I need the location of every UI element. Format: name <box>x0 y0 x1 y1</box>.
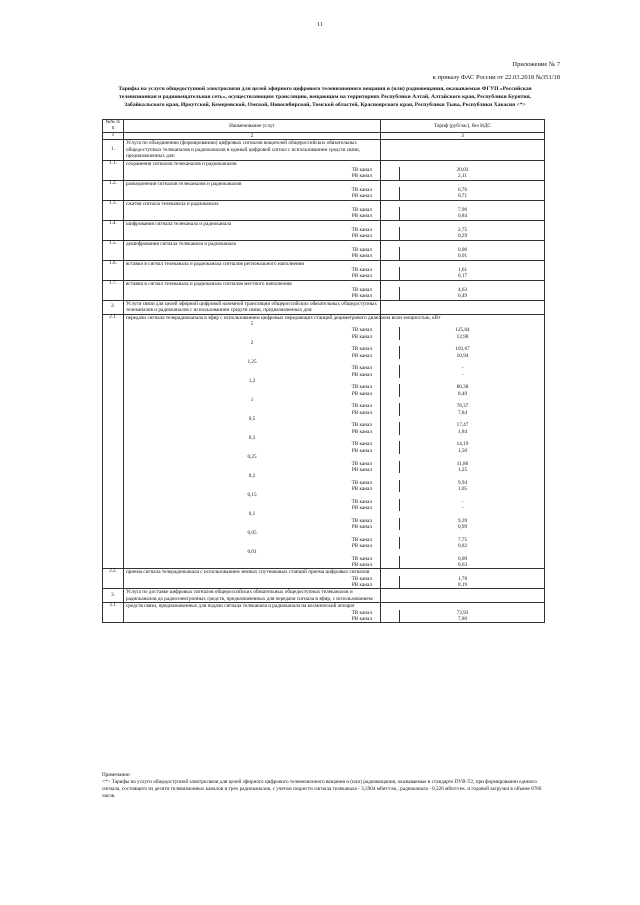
column-number-3: 3 <box>381 133 545 140</box>
table-row <box>103 240 545 247</box>
tariff-value: 0,63 <box>457 562 468 568</box>
table-row <box>103 160 545 167</box>
row-tariff <box>381 140 545 160</box>
value-separator <box>399 273 400 279</box>
row-service: РВ канал <box>124 293 381 300</box>
row-number: 1.3. <box>103 200 124 207</box>
tariff-value: 14,19 <box>456 441 469 448</box>
table-row <box>103 293 545 300</box>
row-service: 5 <box>124 321 381 327</box>
tariff-value: 7,96 <box>457 206 468 213</box>
row-tariff <box>381 562 545 569</box>
row-service: 1,2 <box>124 378 381 384</box>
row-service: РВ канал <box>124 334 381 340</box>
tariff-value: 0,71 <box>457 193 468 200</box>
tariff-value: 0,17 <box>457 273 468 280</box>
row-service: ТВ канал <box>124 267 381 273</box>
column-number-1: 1 <box>103 133 124 140</box>
row-number: 2.2. <box>103 569 124 576</box>
row-service: ТВ канал <box>124 227 381 233</box>
row-service: ТВ канал <box>124 187 381 193</box>
value-separator <box>399 253 400 259</box>
table-row <box>103 180 545 187</box>
table-row <box>103 193 545 200</box>
row-service: Услуги связи для целей эфирной цифровой наземной трансляции общероссийских обязательных общедоступных телеканалов и радиоканалов с использованием средств связи, предназначенных для: <box>124 300 381 314</box>
row-number: 1.4. <box>103 220 124 227</box>
tariff-value: 11,80 <box>456 460 469 467</box>
tariff-value: 103,67 <box>455 346 470 353</box>
row-tariff <box>381 233 545 240</box>
row-tariff <box>381 200 545 207</box>
row-tariff <box>381 260 545 267</box>
value-separator <box>399 173 400 179</box>
row-service: ТВ канал <box>124 518 381 524</box>
row-number: 1.7. <box>103 280 124 287</box>
document-title: Тарифы на услуги общедоступной электросвязи для целей эфирного цифрового телевизионного вещания и (или) радиовещания, оказываемые ФГУП «Российская телевизионная и радиовещательная сеть», осуществляющим трансляцию, вещающим на территориях Республики Алтай, Алтайского края, Республики Бурятия, Забайкальского края, Иркутской, Кемеровской, Омской, Новосибирской, Томской областей, Красноярского края, Республики Тыва, Республики Хакасия <*> <box>118 86 532 108</box>
row-service: вставки в сигнал телеканала и радиоканала сигналов местного наполнения <box>124 280 381 287</box>
row-number: 1.1. <box>103 160 124 167</box>
row-number <box>103 562 124 569</box>
row-service: 0,3 <box>124 435 381 441</box>
tariff-value: 1,05 <box>457 485 468 492</box>
tariff-value: 9,39 <box>457 517 468 524</box>
value-separator <box>399 562 400 568</box>
value-separator <box>399 213 400 219</box>
tariff-value: 17,47 <box>456 422 469 429</box>
tariff-value: 0,01 <box>457 253 468 260</box>
row-service: РВ канал <box>124 213 381 220</box>
tariff-value: 1,84 <box>457 428 468 435</box>
table-row <box>103 260 545 267</box>
table-row <box>103 220 545 227</box>
tariff-value: 73,93 <box>456 609 469 616</box>
row-service: 0,2 <box>124 473 381 479</box>
row-service: ТВ канал <box>124 365 381 371</box>
row-number: 1. <box>103 140 124 160</box>
tariff-value: 125,04 <box>455 327 470 334</box>
row-tariff <box>381 280 545 287</box>
row-service: ТВ канал <box>124 537 381 543</box>
row-service: ТВ канал <box>124 480 381 486</box>
row-tariff <box>381 293 545 300</box>
row-service: РВ канал <box>124 372 381 378</box>
row-tariff <box>381 314 545 321</box>
row-service: ТВ канал <box>124 556 381 562</box>
row-service: ТВ канал <box>124 346 381 352</box>
row-number <box>103 233 124 240</box>
tariff-value: 7,80 <box>457 615 468 622</box>
row-tariff <box>381 213 545 220</box>
tariff-value: 78,37 <box>456 403 469 410</box>
row-service: ТВ канал <box>124 499 381 505</box>
note-title: Примечание: <box>102 772 131 778</box>
row-number: 2.1. <box>103 314 124 321</box>
row-service: шифрования сигнала телеканала и радиоканала <box>124 220 381 227</box>
tariff-value: - <box>461 498 464 505</box>
header-number: №№ п/п <box>103 120 124 133</box>
header-tariff: Тариф (руб/час), без НДС <box>381 120 545 133</box>
table-row <box>103 173 545 180</box>
row-service: ТВ канал <box>124 247 381 253</box>
row-number: 1.6. <box>103 260 124 267</box>
row-service: РВ канал <box>124 410 381 416</box>
row-service: ТВ канал <box>124 287 381 293</box>
row-service: разъединения сигналов телеканалов и радиоканалов <box>124 180 381 187</box>
row-service: РВ канал <box>124 582 381 589</box>
table-row <box>103 589 545 603</box>
table-row <box>103 300 545 314</box>
table-row <box>103 314 545 321</box>
table-row <box>103 213 545 220</box>
row-tariff <box>381 173 545 180</box>
row-tariff <box>381 589 545 603</box>
row-service: 1 <box>124 397 381 403</box>
row-service: приема сигнала телерадиоканала с использованием земных спутниковых станций приема цифровых сигналов <box>124 569 381 576</box>
tariff-value: 0,99 <box>457 523 468 530</box>
table-row <box>103 582 545 589</box>
row-service: 0,01 <box>124 549 381 555</box>
value-separator <box>399 233 400 239</box>
appendix-title: Приложение № 7 <box>512 61 560 68</box>
row-service: РВ канал <box>124 273 381 280</box>
row-service: РВ канал <box>124 505 381 511</box>
tariff-value: - <box>461 371 464 378</box>
table-row <box>103 253 545 260</box>
row-number <box>103 582 124 589</box>
row-tariff <box>381 616 545 623</box>
table-row <box>103 140 545 160</box>
row-number: 3. <box>103 589 124 603</box>
row-number <box>103 293 124 300</box>
tariff-value: 9,94 <box>457 479 468 486</box>
row-service: 0,1 <box>124 511 381 517</box>
tariff-value: 20,03 <box>456 166 469 173</box>
note-text: <*> Тарифы на услуги общедоступной электросвязи для целей эфирного цифрового телевизионного вещания и (или) радиовещания, оказываемые в стандарте DVB-T2, при формировании единого сигнала, состоящего из десяти телевизионных каналов и трех радиоканалов, с учетом скорости сигнала телеканала - 3,5904 мбит/сек., радиоканала - 0,326 мбит/сек. и годовой загрузки в объеме 8760 часов. <box>102 779 542 799</box>
tariff-value: 1,25 <box>457 466 468 473</box>
tariff-value: 0,82 <box>457 542 468 549</box>
table-header-row <box>103 120 545 133</box>
row-service: вставки в сигнал телеканала и радиоканала сигналов регионального наполнения <box>124 260 381 267</box>
row-tariff <box>381 240 545 247</box>
row-tariff <box>381 193 545 200</box>
row-tariff <box>381 220 545 227</box>
tariff-value: 0,06 <box>457 247 468 254</box>
row-number <box>103 273 124 280</box>
table-row <box>103 233 545 240</box>
row-service: 0,5 <box>124 416 381 422</box>
row-service: Услуга по доставке цифровых сигналов общероссийских обязательных общедоступных телеканалов и радиоканалов до радиоэлектронных средств, предназначенных для передачи сигнала в эфир, с использованием: <box>124 589 381 603</box>
row-service: РВ канал <box>124 562 381 569</box>
row-service: сохранения сигналов телеканалов и радиоканалов <box>124 160 381 167</box>
row-service: сжатия сигнала телеканала и радиоканала <box>124 200 381 207</box>
row-service: Услуга по объединению (формированию) цифровых сигналов вещателей общероссийских обязательных общедоступных телеканалов и радиоканалов в единый цифровой сигнал с использованием средств связи, предназначенных для: <box>124 140 381 160</box>
row-number: 1.2. <box>103 180 124 187</box>
value-separator <box>399 616 400 622</box>
tariff-value: 6,76 <box>457 186 468 193</box>
tariff-value: 8,49 <box>457 390 468 397</box>
row-service: 0,15 <box>124 492 381 498</box>
row-number: 3.1. <box>103 603 124 610</box>
table-column-numbers <box>103 133 545 140</box>
row-tariff <box>381 273 545 280</box>
row-service: РВ канал <box>124 391 381 397</box>
row-number <box>103 193 124 200</box>
row-service: РВ канал <box>124 467 381 473</box>
row-tariff <box>381 160 545 167</box>
row-service: ТВ канал <box>124 207 381 213</box>
row-tariff <box>381 180 545 187</box>
table-row <box>103 569 545 576</box>
row-service: РВ канал <box>124 524 381 530</box>
row-service: ТВ канал <box>124 610 381 616</box>
row-service: РВ канал <box>124 543 381 549</box>
tariff-value: - <box>461 504 464 511</box>
row-number: 1.5. <box>103 240 124 247</box>
row-service: средств связи, предназначенных для подачи сигнала телеканала и радиоканала на космический аппарат <box>124 603 381 610</box>
row-service: ТВ канал <box>124 403 381 409</box>
row-service: 1,25 <box>124 359 381 365</box>
tariff-value: - <box>461 365 464 372</box>
row-service: ТВ канал <box>124 576 381 582</box>
row-service: 0,25 <box>124 454 381 460</box>
value-separator <box>399 193 400 199</box>
tariff-value: 12,98 <box>456 333 469 340</box>
tariff-value: 0,49 <box>457 293 468 300</box>
row-tariff <box>381 603 545 610</box>
table-row <box>103 603 545 610</box>
row-service: РВ канал <box>124 486 381 492</box>
row-number <box>103 173 124 180</box>
row-tariff <box>381 300 545 314</box>
tariff-value: 2,11 <box>458 173 467 180</box>
value-separator <box>399 293 400 299</box>
tariff-value: 2,75 <box>457 227 468 233</box>
tariff-value: 0,84 <box>457 213 468 220</box>
row-service: РВ канал <box>124 193 381 200</box>
row-service: ТВ канал <box>124 327 381 333</box>
tariff-value: 1,78 <box>457 575 468 582</box>
row-service: РВ канал <box>124 616 381 623</box>
row-service: ТВ канал <box>124 441 381 447</box>
tariff-value: 80,38 <box>456 384 469 391</box>
row-tariff <box>381 569 545 576</box>
page-number: 11 <box>317 22 323 28</box>
row-service: передачи сигнала телерадиоканала в эфир с использованием цифровых передающих станций дециметрового диапазона волн мощностью, кВт <box>124 314 381 321</box>
tariff-value: 4,63 <box>457 287 468 294</box>
tariff-table <box>102 119 545 623</box>
row-tariff <box>381 582 545 589</box>
row-number <box>103 616 124 623</box>
row-service: ТВ канал <box>124 461 381 467</box>
table-row <box>103 273 545 280</box>
note <box>102 772 550 800</box>
row-service: РВ канал <box>124 429 381 435</box>
row-service: ТВ канал <box>124 167 381 173</box>
header-service-name: Наименование услуг <box>124 120 381 133</box>
tariff-value: 1,61 <box>457 267 468 274</box>
column-number-2: 2 <box>124 133 381 140</box>
row-service: РВ канал <box>124 253 381 260</box>
row-tariff <box>381 253 545 260</box>
row-service: ТВ канал <box>124 422 381 428</box>
tariff-value: 10,94 <box>456 352 469 359</box>
value-separator <box>399 582 400 588</box>
appendix-header <box>433 58 560 84</box>
row-number <box>103 253 124 260</box>
row-service: РВ канал <box>124 233 381 240</box>
table-row <box>103 280 545 287</box>
row-service: РВ канал <box>124 173 381 180</box>
tariff-value: 7,84 <box>457 409 468 416</box>
table-row <box>103 200 545 207</box>
row-service: 2 <box>124 340 381 346</box>
row-number <box>103 213 124 220</box>
row-service: ТВ канал <box>124 384 381 390</box>
appendix-reference: к приказу ФАС России от 22.03.2018 №351/18 <box>432 74 560 81</box>
row-service: РВ канал <box>124 448 381 454</box>
tariff-value: 6,00 <box>457 555 468 562</box>
row-service: РВ канал <box>124 353 381 359</box>
table-row <box>103 616 545 623</box>
tariff-value: 0,29 <box>457 233 468 240</box>
row-service: дешифрования сигнала телеканала и радиоканала <box>124 240 381 247</box>
row-service: 0,05 <box>124 530 381 536</box>
tariff-value: 1,50 <box>457 447 468 454</box>
tariff-value: 0,19 <box>457 582 468 589</box>
table-row <box>103 562 545 569</box>
tariff-value: 7,75 <box>457 536 468 543</box>
row-number: 2. <box>103 300 124 314</box>
